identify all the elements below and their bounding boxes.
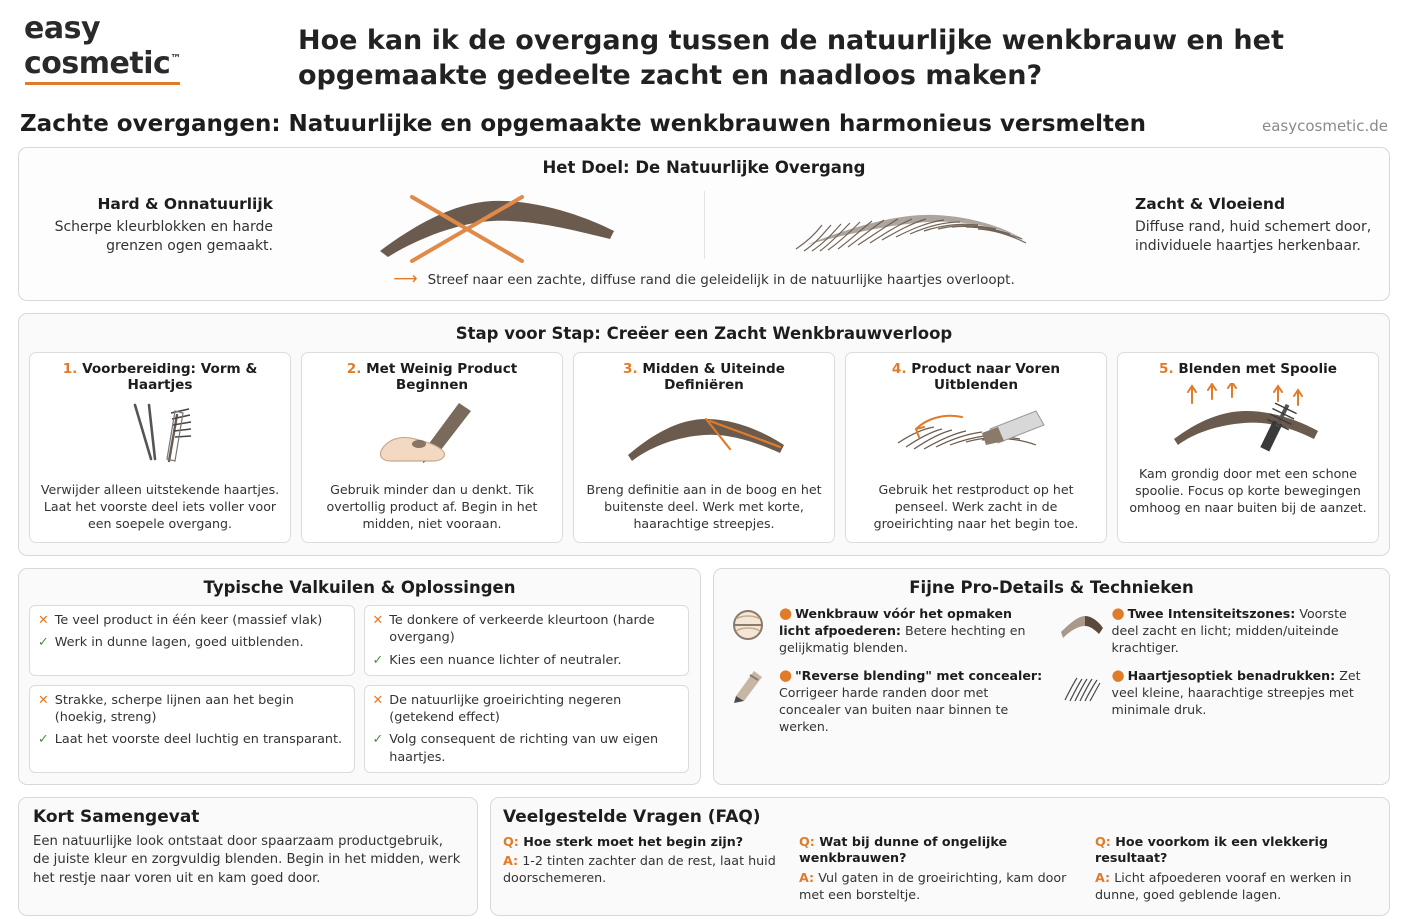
faq-1-answer: 1-2 tinten zachter dan de rest, laat huid doorschemeren.: [503, 853, 776, 886]
bullet-icon: ●: [779, 604, 793, 623]
pro-item-1-rest: Betere hechting en gelijkmatig blenden.: [779, 622, 1026, 655]
steps-panel-title: Stap voor Stap: Creëer een Zacht Wenkbrauwverloop: [455, 324, 953, 344]
goal-good-side: [705, 185, 1376, 265]
pro-item-1-lead: Wenkbrauw vóór het opmaken licht afpoederen:: [779, 606, 1012, 638]
step-5-illustration: [1127, 381, 1369, 459]
concealer-brush-icon: [726, 668, 770, 706]
hair-strokes-icon: [1059, 668, 1103, 706]
pro-tips-grid: [726, 606, 1377, 747]
step-2-title: Met Weinig Product Beginnen: [366, 361, 518, 394]
subtitle: Zachte overgangen: Natuurlijke en opgemaakte wenkbrauwen harmonieus versmelten: [20, 111, 1146, 138]
step-3-title: Midden & Uiteinde Definiëren: [642, 361, 785, 394]
faq-grid: [503, 834, 1377, 904]
page-title: Hoe kan ik de overgang tussen de natuurlijke wenkbrauw en het opgemaakte gedeelte zacht en naadloos maken?: [298, 25, 1284, 91]
logo-line-2-text: cosmetic: [24, 46, 171, 81]
pro-item-1: [726, 606, 1045, 656]
site-url: easycosmetic.de: [1261, 117, 1388, 136]
powder-compact-glyph: [728, 607, 768, 643]
pitfall-2-solution: Kies een nuance lichter of neutraler.: [389, 652, 622, 668]
pitfalls-panel: [18, 568, 701, 785]
intensity-zones-icon: [1059, 606, 1103, 644]
step-4-number: 4.: [891, 361, 907, 378]
pitfall-1-solution-row: [38, 634, 346, 651]
summary-title: Kort Samengevat: [33, 806, 200, 827]
faq-2-answer: Vul gaten in de groeirichting, kam door met een borsteltje.: [799, 869, 1067, 902]
pro-item-4-lead: Haartjesoptiek benadrukken:: [1127, 668, 1336, 684]
step-2-number: 2.: [346, 361, 362, 378]
mid-row: [18, 568, 1390, 785]
goal-panel: [18, 147, 1390, 301]
pitfall-4-solution: Volg consequent de richting van uw eigen haartjes.: [389, 732, 659, 765]
goal-bad-desc: Scherpe kleurblokken en harde grenzen ogen gemaakt.: [54, 219, 273, 255]
logo-underline: [25, 82, 180, 85]
goal-bad-title: Hard & Onnatuurlijk: [97, 195, 273, 214]
pro-item-2-rest: Voorste deel zacht en licht; midden/uiteinde krachtiger.: [1111, 606, 1347, 655]
pitfall-card-3: [29, 685, 355, 773]
faq-q-label: Q:: [799, 833, 815, 849]
goal-good-desc: Diffuse rand, huid schemert door, individuele haartjes herkenbaar.: [1135, 219, 1372, 255]
pitfall-3-solution-row: [38, 731, 346, 748]
spoolie-comb-icon: [1158, 383, 1338, 457]
blend-forward-brush-icon: [886, 399, 1066, 473]
pro-column-left: [726, 606, 1045, 747]
subheader-row: [16, 97, 1392, 147]
step-card-2: [301, 352, 563, 543]
faq-3-answer-row: [1095, 870, 1377, 904]
concealer-brush-glyph: [728, 669, 768, 705]
faq-item-3: [1095, 834, 1377, 904]
faq-2-question-row: [799, 834, 1081, 867]
pro-item-3-text: [779, 668, 1045, 735]
goal-footnote-text: Streef naar een zachte, diffuse rand die geleidelijk in de natuurlijke haartjes overloopt.: [427, 271, 1015, 288]
steps-panel: [18, 313, 1390, 556]
pitfall-3-solution: Laat het voorste deel luchtig en transparant.: [54, 732, 343, 748]
faq-2-question: Wat bij dunne of ongelijke wenkbrauwen?: [799, 833, 1008, 866]
step-4-heading: [855, 361, 1097, 393]
step-4-illustration: [855, 397, 1097, 475]
step-5-text: Kam grondig door met een schone spoolie. Focus op korte bewegingen omhoog en naar buiten bij de aanzet.: [1129, 466, 1367, 516]
pro-item-2: [1059, 606, 1378, 656]
hard-brow-icon: [372, 185, 622, 265]
faq-1-answer-row: [503, 853, 785, 887]
arrow-right-icon: ⟶: [393, 269, 418, 290]
bullet-icon: ●: [779, 666, 793, 685]
check-icon: ✓: [372, 732, 384, 748]
step-card-4: [845, 352, 1107, 543]
pro-tips-title: Fijne Pro-Details & Technieken: [909, 578, 1194, 598]
faq-1-question: Hoe sterk moet het begin zijn?: [523, 833, 744, 849]
pro-tips-panel: [713, 568, 1390, 785]
faq-3-question-row: [1095, 834, 1377, 867]
hair-strokes-glyph: [1061, 670, 1101, 704]
pro-item-2-lead: Twee Intensiteitszones:: [1127, 606, 1296, 622]
pro-item-3-lead: "Reverse blending" met concealer:: [795, 668, 1043, 684]
summary-panel: [18, 797, 478, 916]
faq-item-1: [503, 834, 785, 904]
step-1-text: Verwijder alleen uitstekende haartjes. Laat het voorste deel iets voller voor een soepele overgang.: [40, 482, 280, 532]
goal-good-title: Zacht & Vloeiend: [1135, 195, 1286, 214]
step-5-title: Blenden met Spoolie: [1178, 361, 1337, 378]
pitfall-card-1: [29, 605, 355, 676]
goal-footnote: [33, 271, 1375, 288]
check-icon: ✓: [38, 732, 49, 748]
step-4-title: Product naar Voren Uitblenden: [911, 361, 1061, 394]
goal-bad-text: [33, 194, 291, 256]
faq-a-label: A:: [1095, 869, 1111, 885]
step-4-text: Gebruik het restproduct op het penseel. Werk zacht in de groeirichting naar het begin toe.: [873, 482, 1079, 532]
step-5-number: 5.: [1159, 361, 1174, 378]
faq-a-label: A:: [799, 869, 815, 885]
cross-icon: ✕: [372, 692, 384, 708]
pitfall-4-solution-row: [373, 731, 681, 766]
pro-item-4-text: [1112, 668, 1378, 718]
goal-comparison: [33, 185, 1375, 265]
tweezers-brush-icon: [105, 399, 215, 473]
step-3-text: Breng definitie aan in de boog en het buitenste deel. Werk met korte, haarachtige streepjes.: [586, 482, 822, 532]
logo-line-2: [24, 44, 181, 79]
pro-item-4: [1059, 668, 1378, 718]
soft-brow-icon: [786, 185, 1036, 265]
pitfall-3-problem: Strakke, scherpe lijnen aan het begin (hoekig, streng): [54, 692, 294, 726]
step-3-heading: [583, 361, 825, 393]
bullet-icon: ●: [1111, 666, 1125, 685]
step-1-title: Voorbereiding: Vorm & Haartjes: [82, 361, 258, 394]
step-1-heading: [39, 361, 281, 393]
bullet-icon: ●: [1111, 604, 1125, 623]
step-5-heading: [1127, 361, 1369, 377]
brow-define-icon: [614, 399, 794, 473]
faq-a-label: A:: [503, 853, 519, 869]
summary-text: Een natuurlijke look ontstaat door spaarzaam productgebruik, de juiste kleur en zorgvuldig blenden. Begin in het midden, werk het restje naar voren uit en kam goed door.: [33, 833, 461, 886]
pro-column-right: [1059, 606, 1378, 747]
pro-item-4-rest: Zet veel kleine, haarachtige streepjes met minimale druk.: [1111, 668, 1361, 717]
step-card-5: [1117, 352, 1379, 543]
goal-panel-title: Het Doel: De Natuurlijke Overgang: [542, 158, 866, 178]
page-header: [16, 0, 1392, 97]
pitfalls-grid: [29, 605, 690, 773]
faq-1-question-row: [503, 834, 785, 851]
faq-q-label: Q:: [1095, 833, 1111, 849]
pro-item-3: [726, 668, 1045, 735]
check-icon: ✓: [372, 652, 384, 668]
goal-good-text: [1117, 194, 1375, 256]
cross-icon: ✕: [372, 613, 384, 629]
check-icon: ✓: [38, 635, 49, 651]
pitfall-1-problem-row: [38, 612, 346, 629]
pitfall-1-solution: Werk in dunne lagen, goed uitblenden.: [54, 635, 304, 651]
faq-3-question: Hoe voorkom ik een vlekkerig resultaat?: [1095, 833, 1328, 866]
pitfalls-title: Typische Valkuilen & Oplossingen: [203, 578, 516, 598]
powder-compact-icon: [726, 606, 770, 644]
faq-3-answer: Licht afpoederen vooraf en werken in dunne, goed geblende lagen.: [1095, 869, 1352, 902]
pitfall-3-problem-row: [38, 692, 346, 727]
pitfall-4-problem: De natuurlijke groeirichting negeren (getekend effect): [389, 692, 622, 726]
step-2-illustration: [311, 397, 553, 475]
step-3-number: 3.: [623, 361, 638, 378]
step-card-1: [29, 352, 291, 543]
pitfall-2-problem: Te donkere of verkeerde kleurtoon (harde overgang): [389, 613, 655, 646]
pitfall-4-problem-row: [373, 692, 681, 727]
pitfall-card-4: [364, 685, 690, 773]
pitfall-card-2: [364, 605, 690, 676]
bottom-row: [18, 797, 1390, 916]
pro-item-2-text: [1112, 606, 1378, 656]
steps-row: [29, 352, 1379, 543]
step-2-heading: [311, 361, 553, 393]
pitfall-2-solution-row: [373, 652, 681, 669]
soft-brow-illustration: [705, 185, 1118, 265]
pencil-tap-hand-icon: [367, 399, 497, 473]
logo-line-1: easy: [24, 11, 101, 46]
cross-icon: ✕: [38, 613, 49, 629]
pro-item-3-rest: Corrigeer harde randen door met concealer van buiten naar binnen te werken.: [779, 685, 1009, 734]
cross-icon: ✕: [38, 692, 49, 708]
intensity-zones-glyph: [1059, 608, 1103, 642]
step-card-3: [573, 352, 835, 543]
step-3-illustration: [583, 397, 825, 475]
faq-item-2: [799, 834, 1081, 904]
step-1-number: 1.: [62, 361, 78, 378]
logo-trademark: ™: [170, 52, 181, 65]
brand-logo: [16, 11, 286, 85]
faq-q-label: Q:: [503, 833, 519, 849]
faq-panel: [490, 797, 1390, 916]
pitfall-2-problem-row: [373, 612, 681, 647]
pro-item-1-text: [779, 606, 1045, 656]
faq-title: Veelgestelde Vragen (FAQ): [503, 806, 761, 827]
step-2-text: Gebruik minder dan u denkt. Tik overtollig product af. Begin in het midden, niet vooraan.: [326, 482, 538, 532]
pitfall-1-problem: Te veel product in één keer (massief vlak): [54, 613, 323, 629]
hard-brow-illustration: [291, 185, 704, 265]
goal-bad-side: [33, 185, 704, 265]
step-1-illustration: [39, 397, 281, 475]
faq-2-answer-row: [799, 870, 1081, 904]
